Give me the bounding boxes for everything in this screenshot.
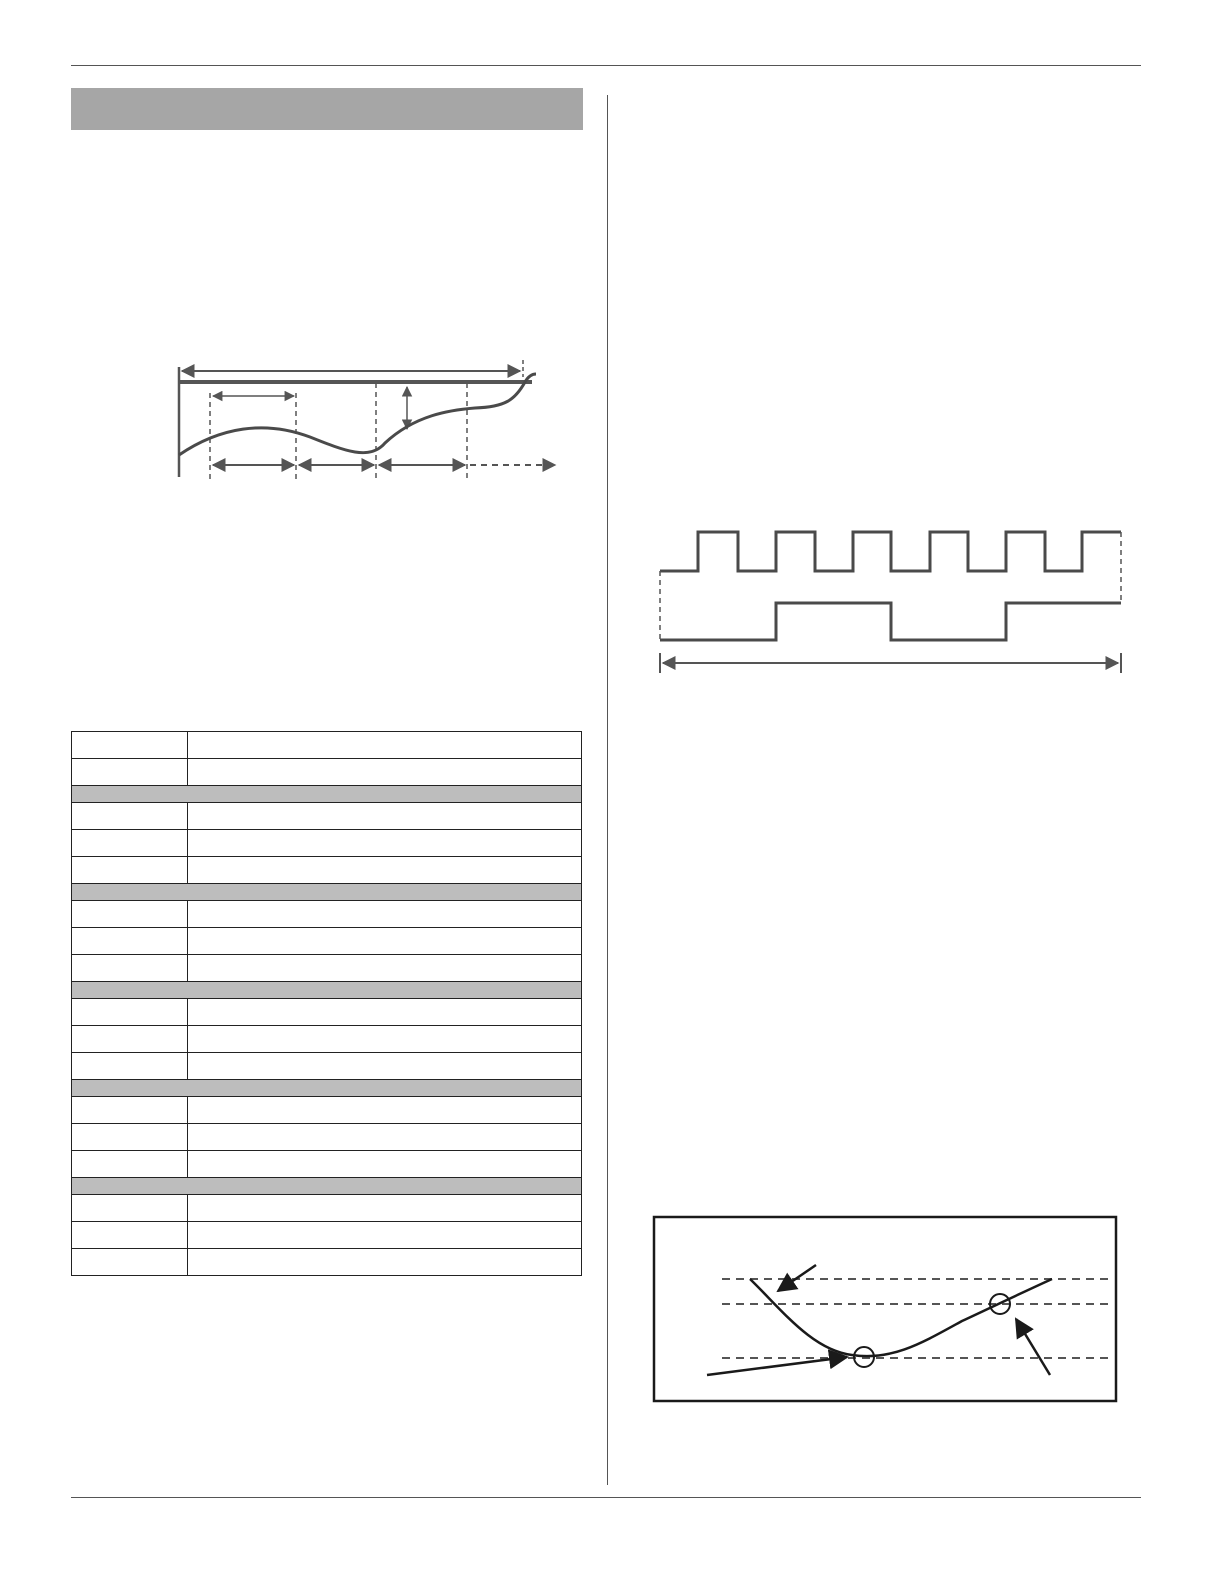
- group-header-cell: [72, 884, 582, 901]
- signal-curve: [750, 1279, 1052, 1356]
- table-row: [72, 901, 582, 928]
- table-cell-value: [188, 1249, 582, 1276]
- table-cell-label: [72, 759, 188, 786]
- table-cell-value: [188, 1026, 582, 1053]
- fast-pulse-train: [660, 532, 1121, 571]
- table-group-row: [72, 982, 582, 999]
- slow-pulse-train: [660, 603, 1121, 640]
- callout-arrow-right: [1016, 1319, 1050, 1375]
- table-cell-label: [72, 1249, 188, 1276]
- threshold-lines: [722, 1279, 1112, 1358]
- table-cell-value: [188, 901, 582, 928]
- table-row: [72, 1249, 582, 1276]
- table-cell-label: [72, 1222, 188, 1249]
- table-cell-value: [188, 1222, 582, 1249]
- table-row: [72, 1053, 582, 1080]
- table-cell-label: [72, 732, 188, 759]
- table-cell-value: [188, 1053, 582, 1080]
- section-header-bar: [71, 88, 583, 130]
- table-cell-label: [72, 901, 188, 928]
- table-cell-value: [188, 999, 582, 1026]
- axis-lines: [179, 367, 532, 477]
- table-cell-label: [72, 955, 188, 982]
- table-cell-value: [188, 1195, 582, 1222]
- footer-rule: [71, 1497, 1141, 1498]
- spec-table: [71, 731, 582, 1276]
- table-cell-label: [72, 1053, 188, 1080]
- table-row: [72, 759, 582, 786]
- table-row: [72, 830, 582, 857]
- table-cell-value: [188, 1151, 582, 1178]
- table-row: [72, 732, 582, 759]
- table-cell-label: [72, 1097, 188, 1124]
- spec-table-body: [72, 732, 582, 1276]
- table-cell-label: [72, 999, 188, 1026]
- table-cell-value: [188, 857, 582, 884]
- table-cell-label: [72, 1151, 188, 1178]
- table-cell-value: [188, 830, 582, 857]
- table-cell-label: [72, 803, 188, 830]
- table-group-row: [72, 884, 582, 901]
- table-cell-label: [72, 830, 188, 857]
- interval-diagram: [170, 355, 570, 485]
- header-rule: [71, 65, 1141, 66]
- table-cell-label: [72, 857, 188, 884]
- group-header-cell: [72, 1080, 582, 1097]
- table-group-row: [72, 1178, 582, 1195]
- table-cell-value: [188, 928, 582, 955]
- table-cell-value: [188, 732, 582, 759]
- table-row: [72, 999, 582, 1026]
- threshold-diagram: [652, 1215, 1118, 1405]
- group-header-cell: [72, 786, 582, 803]
- table-row: [72, 1195, 582, 1222]
- table-cell-value: [188, 803, 582, 830]
- group-header-cell: [72, 982, 582, 999]
- table-cell-value: [188, 1097, 582, 1124]
- waveform-curve: [179, 374, 536, 455]
- table-group-row: [72, 786, 582, 803]
- callout-arrow-bottom: [707, 1357, 847, 1375]
- pulse-diagram: [650, 520, 1130, 680]
- table-row: [72, 1222, 582, 1249]
- table-cell-value: [188, 759, 582, 786]
- table-row: [72, 857, 582, 884]
- table-cell-label: [72, 928, 188, 955]
- table-cell-label: [72, 1026, 188, 1053]
- table-cell-value: [188, 1124, 582, 1151]
- table-row: [72, 1151, 582, 1178]
- table-row: [72, 1124, 582, 1151]
- table-row: [72, 955, 582, 982]
- table-row: [72, 928, 582, 955]
- table-cell-label: [72, 1195, 188, 1222]
- table-cell-value: [188, 955, 582, 982]
- table-cell-label: [72, 1124, 188, 1151]
- table-group-row: [72, 1080, 582, 1097]
- table-row: [72, 1097, 582, 1124]
- group-header-cell: [72, 1178, 582, 1195]
- table-row: [72, 1026, 582, 1053]
- table-row: [72, 803, 582, 830]
- column-divider: [607, 95, 608, 1485]
